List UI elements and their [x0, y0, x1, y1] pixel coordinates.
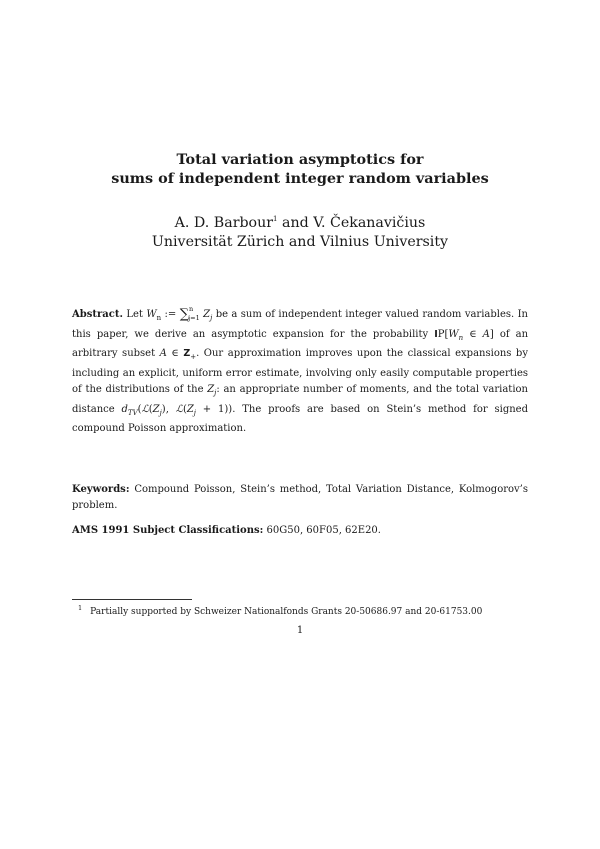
math-wn-definition: $W_n$ := ∑$^n_{j=1}$ $Z_j$ [146, 305, 213, 322]
abstract-text: be a sum of independent integer valued random variables. In this paper, we derive an asymptotic expansion for the probability [72, 309, 528, 340]
math-probability: $IP[W_n$ ∈ A] [434, 328, 494, 342]
ams-classification [72, 523, 528, 539]
author-barbour: A. D. Barbour [174, 215, 274, 231]
paper-title [60, 150, 540, 188]
keywords-label: Keywords: [72, 484, 130, 495]
keywords [72, 482, 528, 513]
abstract-text: . The proofs are based on Stein’s method for signed compound Poisson approximation. [72, 403, 528, 435]
math-dtv: $d_{TV}(ℒ(Z_j)$, $ℒ(Z_j + 1)$) [121, 403, 233, 417]
title-line-2: sums of independent integer random variables [111, 170, 489, 187]
abstract-text: of an arbitrary subset [72, 328, 529, 360]
keywords-text: Compound Poisson, Stein’s method, Total Variation Distance, Kolmogorov’s problem. [72, 484, 528, 511]
math-subset: A ∈ $Z_+$ [159, 348, 197, 362]
footnote [72, 602, 534, 618]
title-line-1: Total variation asymptotics for [176, 151, 424, 168]
abstract-label: Abstract. [72, 309, 123, 320]
author-footnote-mark: 1 [273, 215, 278, 223]
abstract-text: : an appropriate number of moments, and the total variation distance [72, 383, 528, 415]
author-affiliation: Universität Zürich and Vilnius University [151, 234, 449, 250]
ams-label: AMS 1991 Subject Classifications: [72, 525, 264, 536]
author-cekanavicius: and V. Čekanavičius [277, 215, 426, 231]
footnote-text: Partially supported by Schweizer Nationalfonds Grants 20-50686.97 and 20-61753.00 [90, 607, 483, 617]
author-names [60, 210, 540, 233]
footnote-rule [72, 599, 192, 600]
abstract-text: . Our approximation improves upon the classical expansions by including an explicit, uniform error estimate, involving only easily computable properties of the distributions of the [72, 348, 528, 395]
footnote-mark: 1 [78, 604, 83, 612]
abstract [72, 302, 528, 437]
abstract-text: Let [122, 309, 147, 320]
author-block [60, 210, 540, 252]
page-number: 1 [296, 625, 304, 636]
ams-text: 60G50, 60F05, 62E20. [263, 525, 381, 536]
math-zj: $Z_j$ [207, 383, 217, 397]
